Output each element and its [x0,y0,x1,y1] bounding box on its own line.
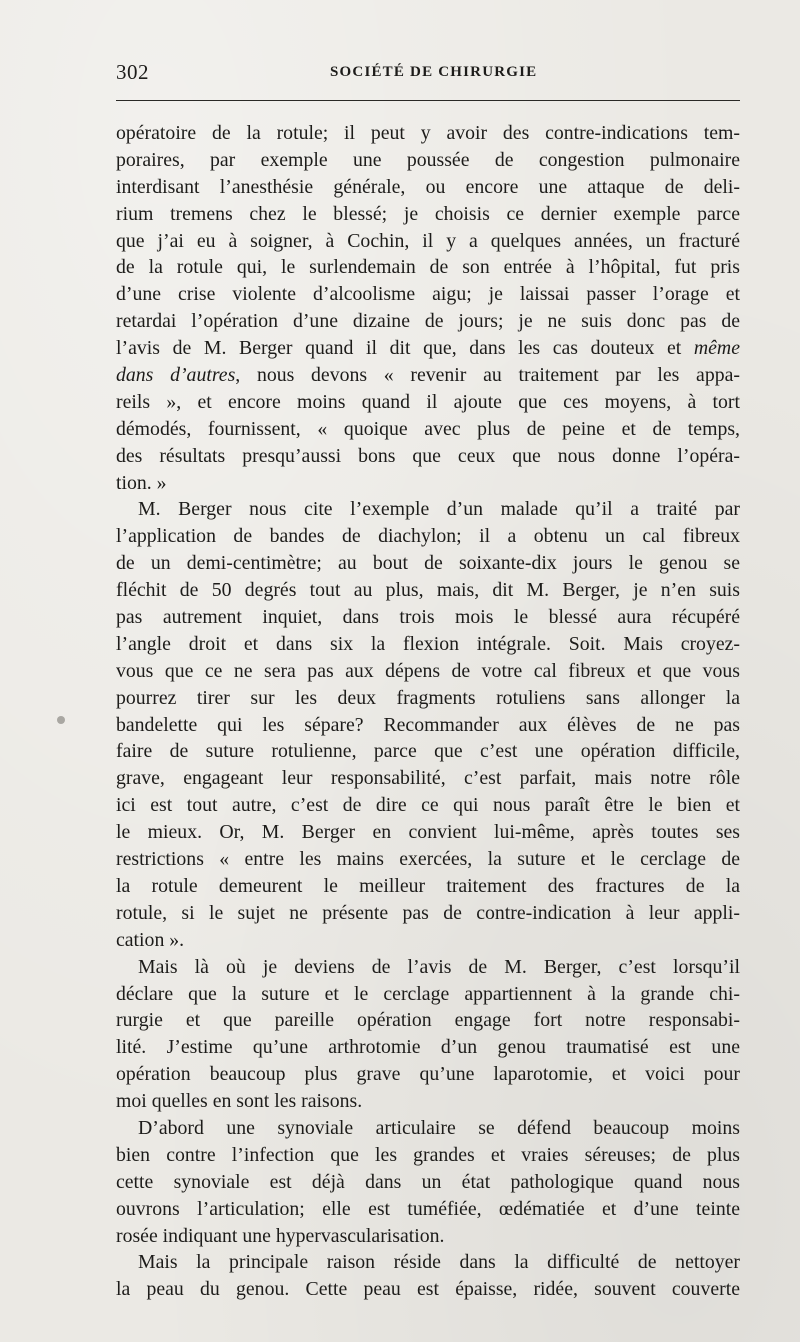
text-line: pas autrement inquiet, dans trois mois le blessé aura récupéré [116,606,740,629]
text-line: Mais là où je deviens de l’avis de M. Berger, c’est lorsqu’il [138,955,740,978]
text-line: cette synoviale est déjà dans un état pathologique quand nous [116,1170,740,1193]
text-line: d’une crise violente d’alcoolisme aigu; je laissai passer l’orage et [116,283,740,306]
text-segment: , nous devons « revenir au traitement par les appa- [235,364,740,387]
text-line: vous que ce ne sera pas aux dépens de votre cal fibreux et que vous [116,659,740,682]
text-line: rosée indiquant une hypervascularisation. [116,1224,445,1247]
text-line: la peau du genou. Cette peau est épaisse, ridée, souvent couverte [116,1278,740,1301]
text-line: rotule, si le sujet ne présente pas de contre-indication à leur appli- [116,901,740,924]
text-line: démodés, fournissent, « quoique avec plus de peine et de temps, [116,417,740,440]
text-line: déclare que la suture et le cerclage appartiennent à la grande chi- [116,982,740,1005]
text-line: le mieux. Or, M. Berger en convient lui-même, après toutes ses [116,821,740,844]
text-line: grave, engageant leur responsabilité, c’est parfait, mais notre rôle [116,767,740,790]
text-line: de un demi-centimètre; au bout de soixante-dix jours le genou se [116,552,740,575]
body-text [116,120,740,1303]
paper-speck [57,716,65,724]
text-line: bandelette qui les sépare? Recommander aux élèves de ne pas [116,713,740,736]
text-line: retardai l’opération d’une dizaine de jours; je ne suis donc pas de [116,310,740,333]
italic-text: dans d’autres [116,364,236,387]
text-line: D’abord une synoviale articulaire se défend beaucoup moins [138,1116,740,1139]
text-line-mixed [116,335,740,362]
text-line: l’application de bandes de diachylon; il a obtenu un cal fibreux [116,525,740,548]
text-line: reils », et encore moins quand il ajoute que ces moyens, à tort [116,390,740,413]
text-line: lité. J’estime qu’une arthrotomie d’un genou traumatisé est une [116,1036,740,1059]
header-rule [116,100,740,101]
text-line: rurgie et que pareille opération engage fort notre responsabi- [116,1009,740,1032]
running-title: SOCIÉTÉ DE CHIRURGIE [330,64,538,80]
text-line: ici est tout autre, c’est de dire ce qui nous paraît être le bien et [116,794,740,817]
text-line: cation ». [116,928,185,951]
text-line: faire de suture rotulienne, parce que c’est une opération difficile, [116,740,740,763]
text-line: interdisant l’anesthésie générale, ou encore une attaque de deli- [116,175,740,198]
italic-text: même [693,337,740,360]
text-line: poraires, par exemple une poussée de congestion pulmonaire [116,148,740,171]
text-line: bien contre l’infection que les grandes et vraies séreuses; de plus [116,1143,740,1166]
text-line: la rotule demeurent le meilleur traitement des fractures de la [116,874,740,897]
text-line: moi quelles en sont les raisons. [116,1090,363,1113]
text-line: restrictions « entre les mains exercées, la suture et le cerclage de [116,848,740,871]
page-number: 302 [116,60,149,84]
text-line: ouvrons l’articulation; elle est tuméfiée, œdématiée et d’une teinte [116,1197,740,1220]
text-line: l’angle droit et dans six la flexion intégrale. Soit. Mais croyez- [116,632,740,655]
text-line: rium tremens chez le blessé; je choisis ce dernier exemple parce [116,202,740,225]
text-segment: l’avis de M. Berger quand il dit que, dans les cas douteux et [116,337,682,360]
text-line: que j’ai eu à soigner, à Cochin, il y a quelques années, un fracturé [116,229,740,252]
page-header [116,56,738,92]
text-line: de la rotule qui, le surlendemain de son entrée à l’hôpital, fut pris [116,256,740,279]
text-line: des résultats presqu’aussi bons que ceux que nous donne l’opéra- [116,444,740,467]
text-line: Mais la principale raison réside dans la difficulté de nettoyer [138,1251,740,1274]
text-line: fléchit de 50 degrés tout au plus, mais, dit M. Berger, je n’en suis [116,579,740,602]
text-line: opératoire de la rotule; il peut y avoir des contre-indications tem- [116,122,740,144]
text-line: tion. » [116,471,167,494]
text-line-mixed [116,362,740,389]
text-line: pourrez tirer sur les deux fragments rotuliens sans allonger la [116,686,740,709]
text-line: M. Berger nous cite l’exemple d’un malade qu’il a traité par [138,498,740,521]
text-line: opération beaucoup plus grave qu’une laparotomie, et voici pour [116,1063,740,1086]
